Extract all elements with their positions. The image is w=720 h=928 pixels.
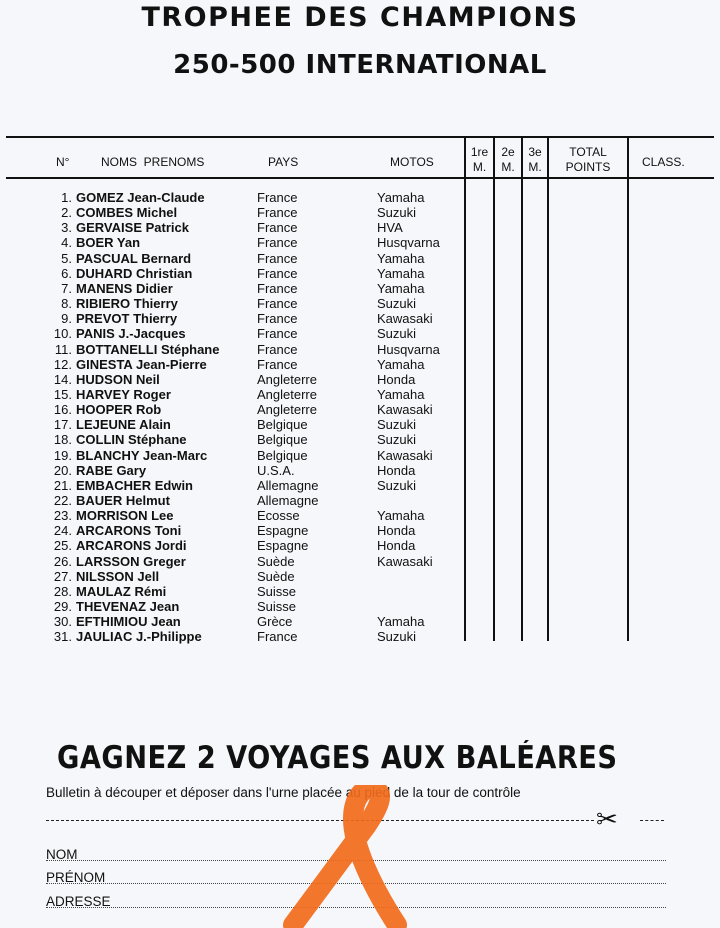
rider-name: BAUER Helmut — [76, 493, 170, 508]
rider-moto: Yamaha — [377, 356, 425, 372]
rider-number: 7. — [61, 280, 72, 296]
rider-country: France — [257, 629, 298, 645]
table-header-rule — [6, 177, 714, 179]
rider-moto: Kawasaki — [377, 311, 433, 327]
rider-number: 21. — [53, 477, 72, 493]
header-country: PAYS — [268, 155, 299, 169]
rider-number: 8. — [61, 296, 72, 312]
rider-number: 1. — [61, 190, 72, 205]
rider-moto: Honda — [377, 538, 416, 554]
column-divider — [464, 136, 466, 641]
rider-moto: Suzuki — [377, 432, 417, 448]
rider-country: Angleterre — [257, 402, 317, 418]
rider-number: 6. — [61, 265, 72, 281]
rider-name: GOMEZ Jean-Claude — [76, 190, 205, 205]
rider-number: 10. — [53, 326, 72, 342]
rider-name: PASCUAL Bernard — [76, 250, 192, 266]
ribbon-icon — [275, 785, 415, 928]
rider-country: France — [257, 356, 298, 372]
rider-name: GINESTA Jean-Pierre — [76, 356, 207, 372]
rider-country: Allemagne — [257, 493, 319, 508]
firstname-field-label: PRÉNOM — [46, 870, 106, 885]
rider-name: LARSSON Greger — [76, 553, 186, 569]
rider-number: 29. — [53, 599, 72, 615]
rider-moto: Kawasaki — [377, 402, 433, 418]
rider-moto: Yamaha — [377, 280, 425, 296]
rider-moto: Yamaha — [377, 265, 425, 281]
rider-name: COLLIN Stéphane — [76, 432, 187, 448]
rider-name: RABE Gary — [76, 462, 147, 478]
rider-moto: Kawasaki — [377, 553, 433, 569]
header-run1 — [466, 145, 493, 175]
rider-number: 14. — [53, 371, 72, 387]
header-run1-unit: M. — [472, 160, 487, 174]
rider-country: Belgique — [257, 417, 308, 433]
rider-name: RIBIERO Thierry — [76, 296, 178, 312]
header-class: CLASS. — [642, 155, 685, 169]
rider-moto: Suzuki — [377, 296, 417, 312]
rider-number: 3. — [61, 220, 72, 236]
rider-name: PANIS J.-Jacques — [76, 326, 186, 342]
rider-number: 20. — [53, 462, 72, 478]
column-divider — [547, 136, 549, 641]
rider-moto: Husqvarna — [377, 341, 440, 357]
rider-moto: Suzuki — [377, 205, 417, 221]
rider-country: Suède — [257, 553, 295, 569]
rider-country: Grèce — [257, 614, 293, 630]
rider-name: BLANCHY Jean-Marc — [76, 447, 208, 463]
rider-number: 9. — [61, 311, 72, 327]
rider-name: EFTHIMIOU Jean — [76, 614, 181, 630]
rider-number: 18. — [53, 432, 72, 448]
scissors-icon: ✂ — [596, 804, 618, 834]
header-run1-label: 1re — [470, 145, 489, 159]
rider-country: France — [257, 205, 298, 221]
rider-country: Angleterre — [257, 371, 317, 387]
rider-country: Allemagne — [257, 477, 319, 493]
header-total-label: TOTAL — [569, 145, 607, 159]
rider-country: U.S.A. — [257, 462, 295, 478]
rider-moto: Suzuki — [377, 417, 417, 433]
rider-country: Suède — [257, 568, 295, 584]
rider-country: Espagne — [257, 523, 309, 539]
rider-number: 4. — [61, 235, 72, 251]
rider-moto: HVA — [377, 220, 403, 236]
rider-moto: Kawasaki — [377, 447, 433, 463]
header-names: NOMS PRENOMS — [101, 155, 205, 169]
rider-country: Belgique — [257, 432, 308, 448]
rider-number: 25. — [53, 538, 72, 554]
rider-moto: Honda — [377, 523, 416, 539]
rider-moto: Honda — [377, 371, 416, 387]
rider-name: ARCARONS Toni — [76, 523, 182, 539]
rider-name: COMBES Michel — [76, 205, 178, 221]
rider-number: 28. — [53, 583, 72, 599]
header-run2 — [495, 145, 521, 175]
rider-country: France — [257, 265, 298, 281]
rider-number: 22. — [53, 493, 72, 508]
rider-country: France — [257, 311, 298, 327]
rider-country: Ecosse — [257, 508, 300, 524]
header-run2-label: 2e — [501, 145, 515, 159]
rider-name: MANENS Didier — [76, 280, 173, 296]
rider-name: JAULIAC J.-Philippe — [76, 629, 202, 645]
rider-number: 27. — [53, 568, 72, 584]
rider-number: 24. — [53, 523, 72, 539]
rider-number: 11. — [54, 341, 72, 357]
rider-country: France — [257, 190, 298, 205]
rider-moto: Yamaha — [377, 250, 425, 266]
rider-country: Suisse — [257, 599, 297, 615]
header-run2-unit: M. — [501, 160, 515, 174]
rider-name: EMBACHER Edwin — [76, 477, 193, 493]
address-field-label: ADRESSE — [46, 894, 111, 909]
rider-number: 30. — [53, 614, 72, 630]
rider-name: THEVENAZ Jean — [76, 599, 180, 615]
rider-name: LEJEUNE Alain — [76, 417, 171, 433]
rider-country: France — [257, 296, 298, 312]
rider-number: 5. — [61, 250, 72, 266]
column-divider — [627, 136, 629, 641]
rider-moto: Husqvarna — [377, 235, 440, 251]
rider-country: Angleterre — [257, 386, 317, 402]
rider-country: Suisse — [257, 583, 297, 599]
rider-country: France — [257, 341, 298, 357]
rider-name: GERVAISE Patrick — [76, 220, 189, 236]
rider-number: 16. — [53, 402, 72, 418]
rider-country: Espagne — [257, 538, 309, 554]
header-run3-label: 3e — [528, 145, 542, 159]
rider-number: 19. — [53, 447, 72, 463]
rider-moto: Yamaha — [377, 386, 425, 402]
rider-country: France — [257, 220, 298, 236]
header-total-unit: POINTS — [565, 160, 611, 174]
rider-name: MORRISON Lee — [76, 508, 174, 524]
rider-number: 31. — [53, 629, 72, 645]
rider-country: France — [257, 326, 298, 342]
rider-country: Belgique — [257, 447, 308, 463]
rider-moto: Yamaha — [377, 190, 425, 205]
header-total — [549, 145, 627, 175]
rider-moto: Suzuki — [377, 326, 417, 342]
table-top-rule — [6, 136, 714, 138]
page-subtitle: 250-500 INTERNATIONAL — [173, 50, 547, 80]
header-motos: MOTOS — [390, 155, 434, 169]
rider-name: ARCARONS Jordi — [76, 538, 187, 554]
rider-number: 26. — [53, 553, 72, 569]
rider-country: France — [257, 280, 298, 296]
rider-name: HUDSON Neil — [76, 371, 160, 387]
rider-moto: Suzuki — [377, 629, 417, 645]
rider-number: 15. — [53, 386, 72, 402]
rider-number: 23. — [53, 508, 72, 524]
header-number: N° — [56, 155, 70, 169]
rider-name: BOTTANELLI Stéphane — [76, 341, 220, 357]
rider-name: BOER Yan — [76, 235, 141, 251]
promo-title: GAGNEZ 2 VOYAGES AUX BALÉARES — [57, 740, 618, 776]
column-divider — [521, 136, 523, 641]
name-field-label: NOM — [46, 847, 78, 862]
rider-moto: Yamaha — [377, 508, 425, 524]
rider-name: PREVOT Thierry — [76, 311, 178, 327]
rider-number: 2. — [61, 205, 72, 221]
rider-moto: Honda — [377, 462, 416, 478]
header-run3 — [523, 145, 547, 175]
rider-name: HARVEY Roger — [76, 386, 171, 402]
rider-moto: Yamaha — [377, 614, 425, 630]
cut-line — [640, 820, 664, 821]
rider-name: DUHARD Christian — [76, 265, 193, 281]
rider-number: 12. — [53, 356, 72, 372]
rider-name: MAULAZ Rémi — [76, 583, 167, 599]
rider-name: NILSSON Jell — [76, 568, 160, 584]
rider-country: France — [257, 250, 298, 266]
rider-country: France — [257, 235, 298, 251]
page-title: TROPHEE DES CHAMPIONS — [141, 2, 579, 33]
promo-instructions: Bulletin à découper et déposer dans l'urne placée au pied de la tour de contrôle — [46, 785, 521, 800]
rider-moto: Suzuki — [377, 477, 417, 493]
rider-number: 17. — [53, 417, 72, 433]
header-run3-unit: M. — [528, 160, 542, 174]
rider-name: HOOPER Rob — [76, 402, 162, 418]
column-divider — [493, 136, 495, 641]
